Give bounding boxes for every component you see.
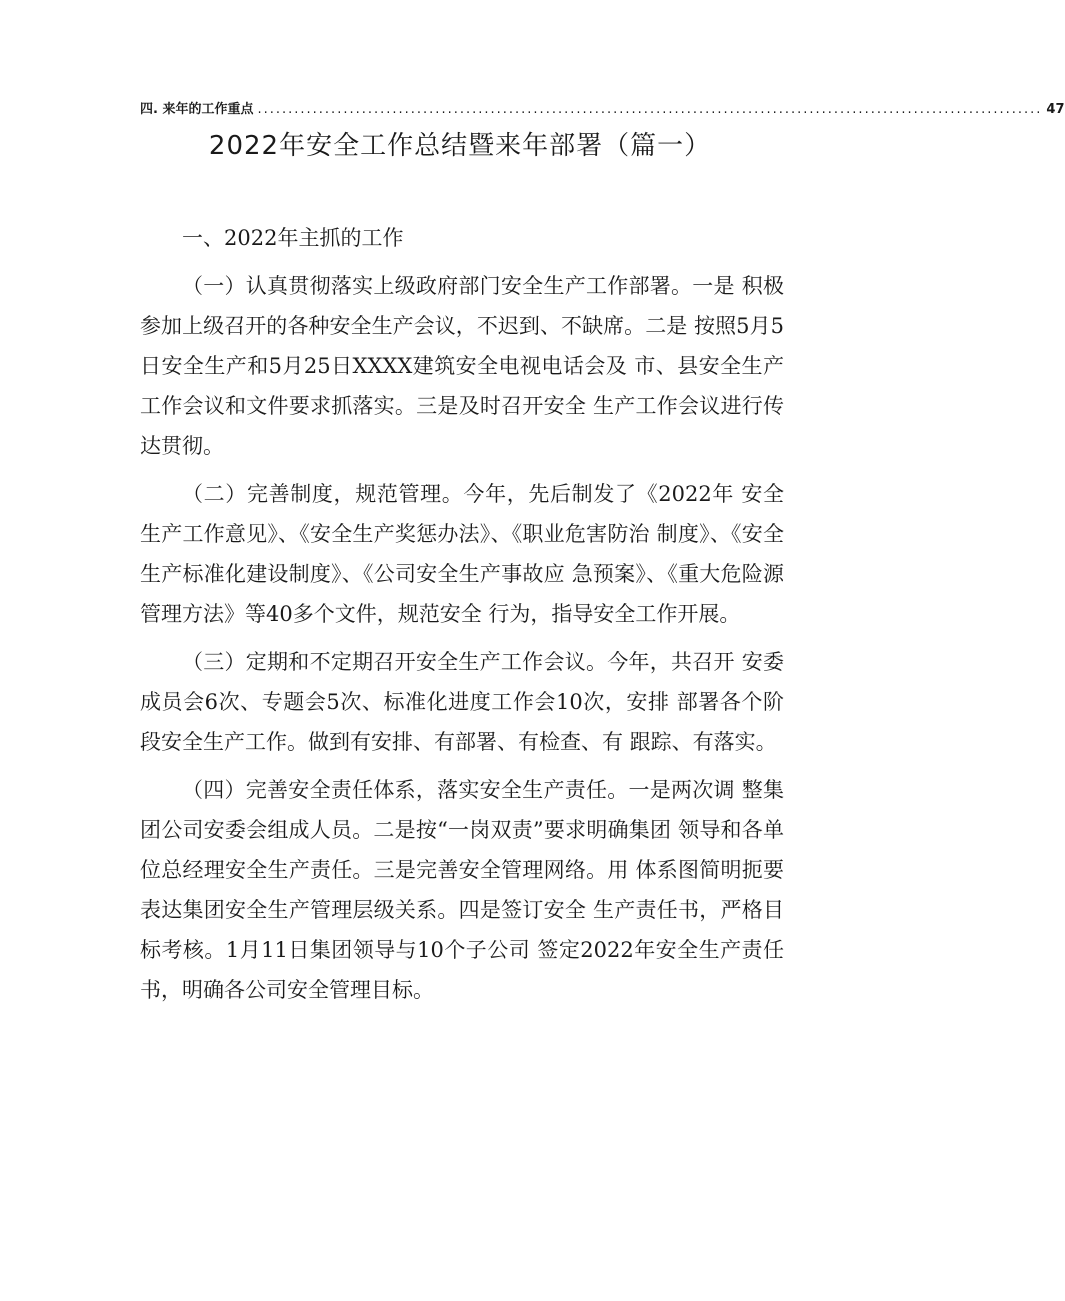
document-body xyxy=(140,218,784,1010)
paragraph-1: （一）认真贯彻落实上级政府部门安全生产工作部署。一是 积极参加上级召开的各种安全生产会议，不迟到、不缺席。二是 按照5月5日安全生产和5月25日XXXX建筑安全电视电话会及 市、县安全生产工作会议和文件要求抓落实。三是及时召开安全 生产工作会议进行传达贯彻。 xyxy=(140,274,784,458)
paragraph-3: （三）定期和不定期召开安全生产工作会议。今年，共召开 安委成员会6次、专题会5次、标准化进度工作会10次，安排 部署各个阶段安全生产工作。做到有安排、有部署、有检查、有 跟踪、有落实。 xyxy=(140,650,784,754)
toc-entry-label: 四. 来年的工作重点 xyxy=(140,102,254,117)
document-title: 2022年安全工作总结暨来年部署（篇一） xyxy=(208,131,712,161)
toc-entry[interactable] xyxy=(140,101,1065,119)
toc-leader-dots: ................................................................................................................................ xyxy=(257,102,1043,117)
toc-page-number: 47 xyxy=(1046,102,1065,117)
paragraph-4: （四）完善安全责任体系，落实安全生产责任。一是两次调 整集团公司安委会组成人员。二是按“一岗双责”要求明确集团 领导和各单位总经理安全生产责任。三是完善安全管理网络。用 体系图简明扼要表达集团安全生产管理层级关系。四是签订安全 生产责任书，严格目标考核。1月11日集团领导与10个子公司 签定2022年安全生产责任书，明确各公司安全管理目标。 xyxy=(140,778,784,1002)
paragraph-2: （二）完善制度，规范管理。今年，先后制发了《2022年 安全生产工作意见》、《安全生产奖惩办法》、《职业危害防治 制度》、《安全生产标准化建设制度》、《公司安全生产事故应 急预案》、《重大危险源管理方法》等40多个文件，规范安全 行为，指导安全工作开展。 xyxy=(140,482,784,626)
section-heading: 一、2022年主抓的工作 xyxy=(182,226,404,250)
